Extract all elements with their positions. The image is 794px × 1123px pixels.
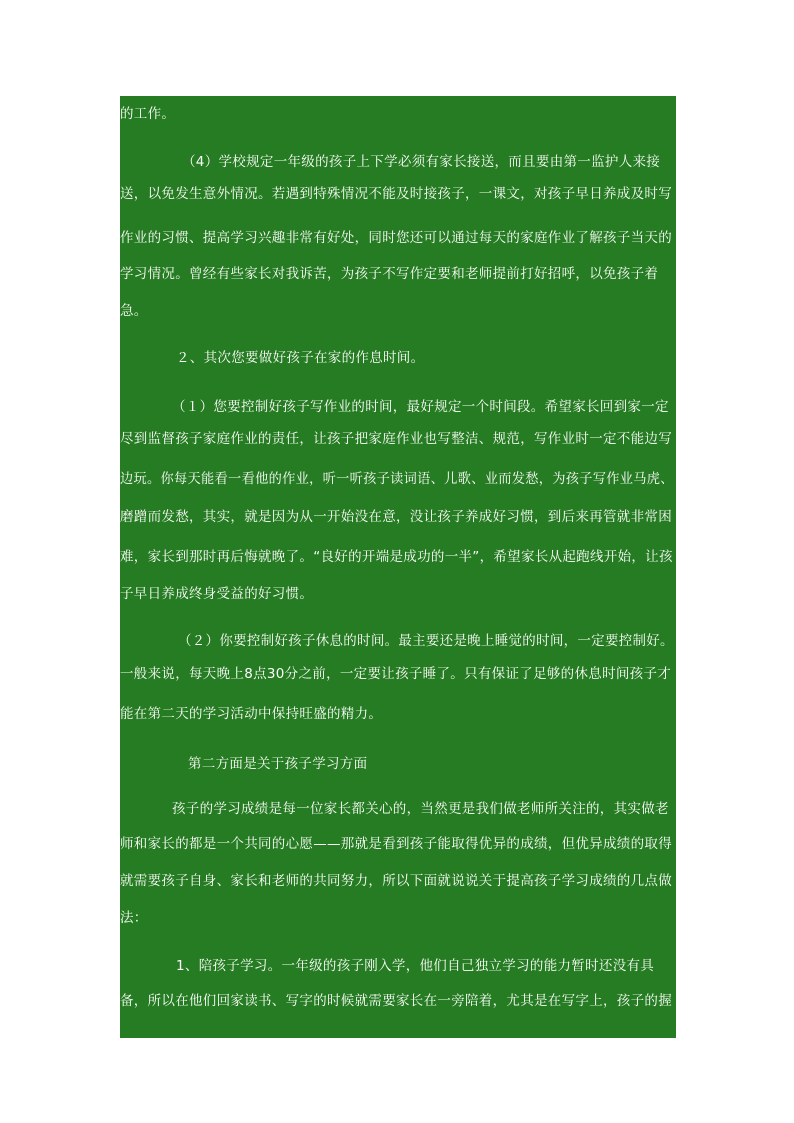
text-line: 能在第二天的学习活动中保持旺盛的精力。	[120, 706, 383, 722]
text-line: 尽到监督孩子家庭作业的责任，让孩子把家庭作业也写整洁、规范，写作业时一定不能边写	[120, 431, 672, 447]
paragraph-first-line: （１）您要控制好孩子写作业的时间，最好规定一个时间段。希望家长回到家一定	[172, 399, 669, 415]
text-line: 师和家长的都是一个共同的心愿——那就是看到孩子能取得优异的成绩，但优异成绩的取得	[120, 836, 672, 852]
text-line: 就需要孩子自身、家长和老师的共同努力，所以下面就说说关于提高孩子学习成绩的几点做	[120, 873, 672, 889]
section-heading: ２、其次您要做好孩子在家的作息时间。	[176, 350, 425, 366]
text-line: 作业的习惯、提高学习兴趣非常有好处，同时您还可以通过每天的家庭作业了解孩子当天的	[120, 230, 672, 246]
document-page	[120, 96, 676, 1038]
text-line: 的工作。	[120, 106, 176, 122]
text-line: 边玩。你每天能看一看他的作业，听一听孩子读词语、儿歌、业而发愁，为孩子写作业马虎、	[120, 471, 674, 487]
paragraph-first-line: 孩子的学习成绩是每一位家长都关心的，当然更是我们做老师所关注的，其实做老	[172, 801, 669, 817]
text-line: 磨蹭而发愁，其实，就是因为从一开始没在意，没让孩子养成好习惯，到后来再管就非常困	[120, 509, 672, 525]
text-line: 送，以免发生意外情况。若遇到特殊情况不能及时接孩子，一课文，对孩子早日养成及时写	[120, 186, 672, 202]
text-line: 一般来说，每天晚上8点30分之前，一定要让孩子睡了。只有保证了足够的休息时间孩子才	[120, 666, 672, 682]
paragraph-first-line: 1、陪孩子学习。一年级的孩子刚入学，他们自己独立学习的能力暂时还没有具	[176, 958, 655, 974]
section-heading: 第二方面是关于孩子学习方面	[188, 756, 368, 772]
text-line: 子早日养成终身受益的好习惯。	[120, 586, 314, 602]
text-line: 备，所以在他们回家读书、写字的时候就需要家长在一旁陪着，尤其是在写字上，孩子的握	[120, 993, 672, 1009]
text-line: 学习情况。曾经有些家长对我诉苦，为孩子不写作定要和老师提前打好招呼，以免孩子着	[120, 266, 659, 282]
paragraph-first-line: （4）学校规定一年级的孩子上下学必须有家长接送，而且要由第一监护人来接	[182, 154, 661, 170]
text-line: 法：	[120, 910, 148, 926]
text-line: 难，家长到那时再后悔就晚了。“良好的开端是成功的一半”，希望家长从起跑线开始，让孩	[120, 549, 673, 565]
paragraph-first-line: （２）你要控制好孩子休息的时间。最主要还是晚上睡觉的时间，一定要控制好。	[178, 633, 674, 649]
text-line: 急。	[120, 303, 148, 319]
